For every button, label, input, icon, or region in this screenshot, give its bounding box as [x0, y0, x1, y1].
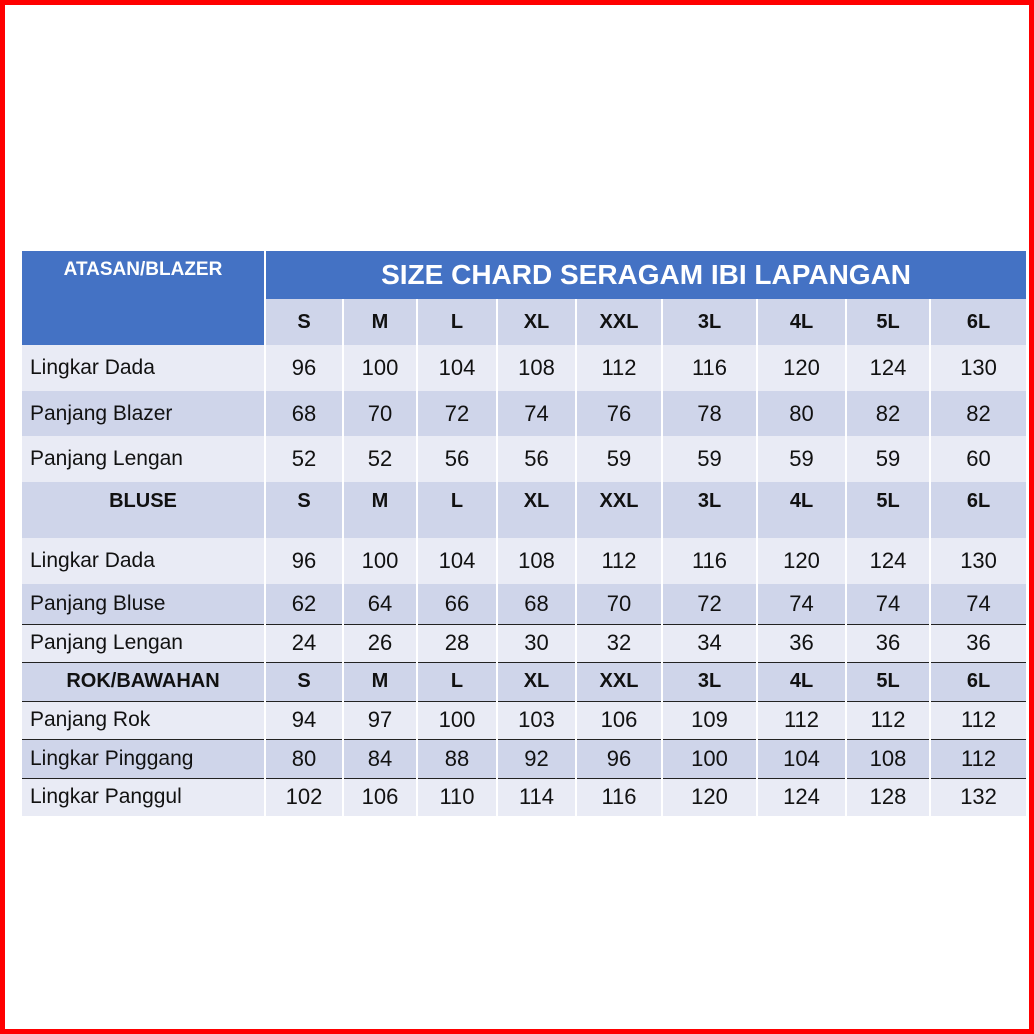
- size-header: M: [343, 299, 417, 345]
- section-label-bluse: BLUSE: [21, 482, 265, 538]
- value-cell: 30: [497, 624, 576, 662]
- value-cell: 74: [846, 584, 930, 624]
- size-header: L: [417, 482, 497, 538]
- value-cell: 120: [757, 538, 846, 584]
- value-cell: 112: [930, 739, 1027, 778]
- value-cell: 100: [343, 345, 417, 391]
- value-cell: 80: [757, 391, 846, 436]
- value-cell: 82: [846, 391, 930, 436]
- value-cell: 74: [757, 584, 846, 624]
- value-cell: 130: [930, 538, 1027, 584]
- size-header: XXL: [576, 482, 662, 538]
- value-cell: 28: [417, 624, 497, 662]
- value-cell: 108: [846, 739, 930, 778]
- value-cell: 70: [576, 584, 662, 624]
- value-cell: 96: [265, 345, 343, 391]
- value-cell: 88: [417, 739, 497, 778]
- size-header: M: [343, 662, 417, 701]
- value-cell: 96: [576, 739, 662, 778]
- value-cell: 78: [662, 391, 757, 436]
- row-label: Lingkar Dada: [21, 345, 265, 391]
- value-cell: 56: [417, 436, 497, 482]
- value-cell: 74: [497, 391, 576, 436]
- value-cell: 56: [497, 436, 576, 482]
- value-cell: 52: [265, 436, 343, 482]
- size-header: L: [417, 299, 497, 345]
- value-cell: 102: [265, 778, 343, 816]
- value-cell: 100: [662, 739, 757, 778]
- size-header: 3L: [662, 299, 757, 345]
- row-label: Panjang Lengan: [21, 436, 265, 482]
- size-header: 3L: [662, 482, 757, 538]
- value-cell: 112: [930, 701, 1027, 739]
- table-row: [21, 739, 1027, 778]
- section-label-rok: ROK/BAWAHAN: [21, 662, 265, 701]
- value-cell: 74: [930, 584, 1027, 624]
- value-cell: 97: [343, 701, 417, 739]
- value-cell: 124: [846, 345, 930, 391]
- size-header: S: [265, 662, 343, 701]
- table-row: [21, 584, 1027, 624]
- value-cell: 76: [576, 391, 662, 436]
- size-header: 4L: [757, 662, 846, 701]
- row-label: Panjang Blazer: [21, 391, 265, 436]
- value-cell: 66: [417, 584, 497, 624]
- value-cell: 72: [662, 584, 757, 624]
- size-header: 5L: [846, 482, 930, 538]
- size-header: M: [343, 482, 417, 538]
- value-cell: 132: [930, 778, 1027, 816]
- row-label: Panjang Rok: [21, 701, 265, 739]
- value-cell: 68: [497, 584, 576, 624]
- size-header: 3L: [662, 662, 757, 701]
- value-cell: 60: [930, 436, 1027, 482]
- size-header: L: [417, 662, 497, 701]
- size-header: XXL: [576, 662, 662, 701]
- value-cell: 116: [662, 538, 757, 584]
- value-cell: 82: [930, 391, 1027, 436]
- table-row: [21, 624, 1027, 662]
- size-header: XL: [497, 482, 576, 538]
- value-cell: 128: [846, 778, 930, 816]
- value-cell: 106: [343, 778, 417, 816]
- size-header: 4L: [757, 482, 846, 538]
- value-cell: 100: [417, 701, 497, 739]
- size-header: 6L: [930, 299, 1027, 345]
- size-header: XXL: [576, 299, 662, 345]
- value-cell: 68: [265, 391, 343, 436]
- value-cell: 70: [343, 391, 417, 436]
- value-cell: 130: [930, 345, 1027, 391]
- row-label: Panjang Bluse: [21, 584, 265, 624]
- value-cell: 36: [846, 624, 930, 662]
- size-chart-table: [20, 251, 1028, 816]
- value-cell: 114: [497, 778, 576, 816]
- value-cell: 59: [576, 436, 662, 482]
- value-cell: 59: [846, 436, 930, 482]
- value-cell: 26: [343, 624, 417, 662]
- size-header: XL: [497, 662, 576, 701]
- table-row: [21, 778, 1027, 816]
- value-cell: 96: [265, 538, 343, 584]
- section-label-atasan: ATASAN/BLAZER: [21, 251, 265, 345]
- value-cell: 62: [265, 584, 343, 624]
- table-row: [21, 538, 1027, 584]
- row-label: Panjang Lengan: [21, 624, 265, 662]
- value-cell: 104: [417, 538, 497, 584]
- section-header-row: [21, 482, 1027, 538]
- row-label: Lingkar Panggul: [21, 778, 265, 816]
- table-row: [21, 701, 1027, 739]
- value-cell: 94: [265, 701, 343, 739]
- value-cell: 124: [757, 778, 846, 816]
- value-cell: 116: [576, 778, 662, 816]
- value-cell: 36: [757, 624, 846, 662]
- value-cell: 59: [662, 436, 757, 482]
- size-header: S: [265, 482, 343, 538]
- size-header: XL: [497, 299, 576, 345]
- value-cell: 84: [343, 739, 417, 778]
- value-cell: 124: [846, 538, 930, 584]
- value-cell: 112: [576, 345, 662, 391]
- size-header: 6L: [930, 482, 1027, 538]
- value-cell: 103: [497, 701, 576, 739]
- table-row: [21, 436, 1027, 482]
- value-cell: 110: [417, 778, 497, 816]
- value-cell: 106: [576, 701, 662, 739]
- size-header: 5L: [846, 299, 930, 345]
- value-cell: 80: [265, 739, 343, 778]
- value-cell: 109: [662, 701, 757, 739]
- size-header: 6L: [930, 662, 1027, 701]
- value-cell: 32: [576, 624, 662, 662]
- value-cell: 112: [576, 538, 662, 584]
- value-cell: 52: [343, 436, 417, 482]
- value-cell: 112: [757, 701, 846, 739]
- value-cell: 116: [662, 345, 757, 391]
- table-row: [21, 391, 1027, 436]
- value-cell: 24: [265, 624, 343, 662]
- section-header-row: [21, 662, 1027, 701]
- table-row: [21, 345, 1027, 391]
- value-cell: 108: [497, 345, 576, 391]
- value-cell: 112: [846, 701, 930, 739]
- size-header: S: [265, 299, 343, 345]
- size-header: 5L: [846, 662, 930, 701]
- size-header: 4L: [757, 299, 846, 345]
- chart-title: SIZE CHARD SERAGAM IBI LAPANGAN: [265, 251, 1027, 299]
- value-cell: 64: [343, 584, 417, 624]
- value-cell: 34: [662, 624, 757, 662]
- value-cell: 120: [662, 778, 757, 816]
- value-cell: 100: [343, 538, 417, 584]
- value-cell: 104: [417, 345, 497, 391]
- value-cell: 72: [417, 391, 497, 436]
- value-cell: 36: [930, 624, 1027, 662]
- value-cell: 104: [757, 739, 846, 778]
- value-cell: 92: [497, 739, 576, 778]
- value-cell: 59: [757, 436, 846, 482]
- value-cell: 120: [757, 345, 846, 391]
- row-label: Lingkar Pinggang: [21, 739, 265, 778]
- value-cell: 108: [497, 538, 576, 584]
- row-label: Lingkar Dada: [21, 538, 265, 584]
